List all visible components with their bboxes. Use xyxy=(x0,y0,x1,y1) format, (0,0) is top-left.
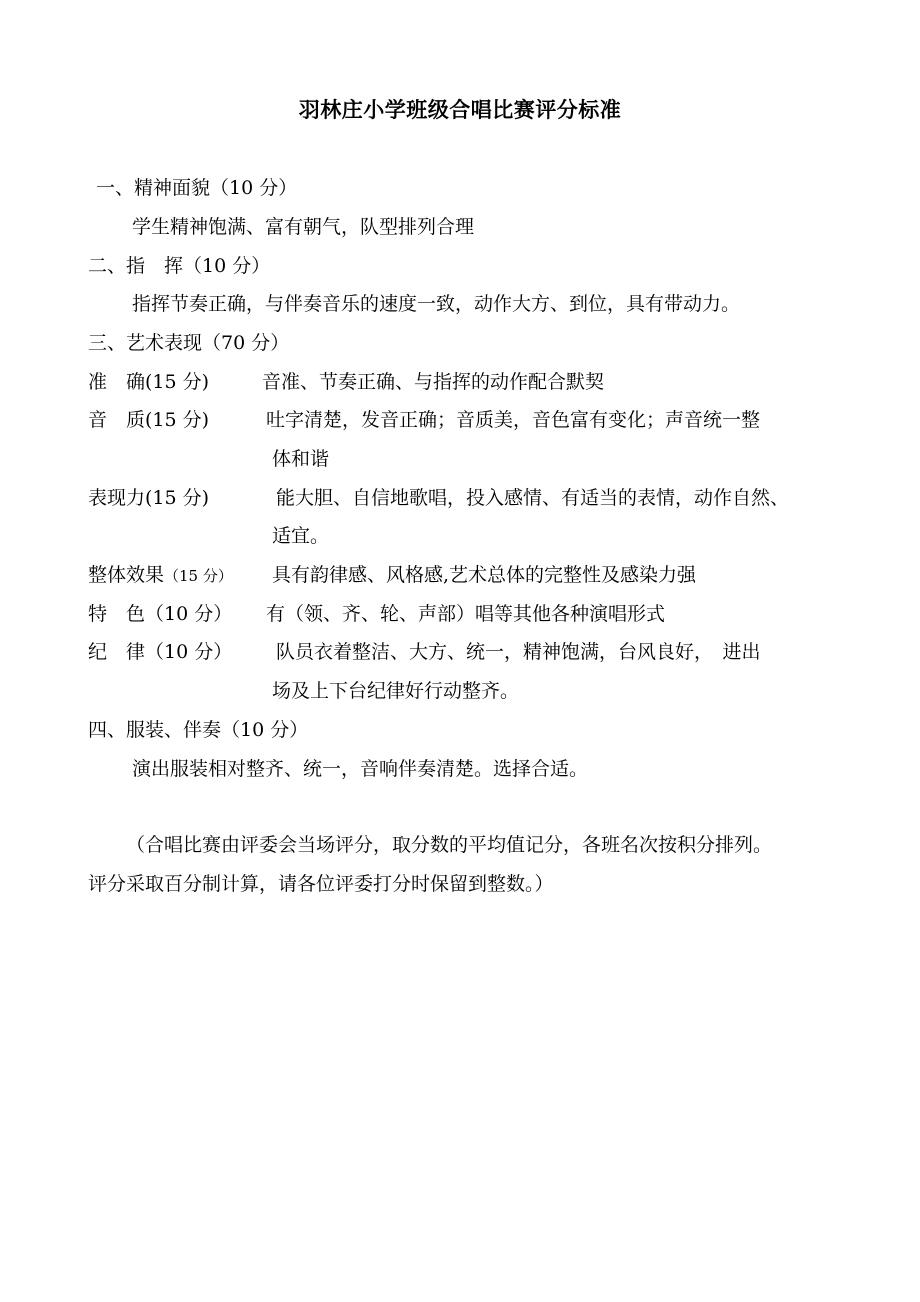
section-4-heading: 四、服装、伴奏（10 分） xyxy=(88,719,309,741)
section-1-heading: 一、精神面貌（10 分） xyxy=(96,177,298,199)
criterion-discipline-desc-line2: 场及上下台纪律好行动整齐。 xyxy=(272,680,520,702)
section-3-heading: 三、艺术表现（70 分） xyxy=(88,332,290,354)
criterion-discipline-desc-line1: 队员衣着整洁、大方、统一，精神饱满，台风良好， 进出 xyxy=(276,641,761,663)
criterion-expression-desc-line1: 能大胆、自信地歌唱，投入感情、有适当的表情，动作自然、 xyxy=(276,487,790,509)
criterion-expression-label: 表现力(15 分) xyxy=(88,487,210,509)
criterion-accuracy-label: 准 确(15 分) xyxy=(88,371,210,393)
criterion-discipline-label: 纪 律（10 分） xyxy=(88,641,233,663)
criterion-overall-desc: 具有韵律感、风格感,艺术总体的完整性及感染力强 xyxy=(272,564,697,586)
criterion-overall-label-main: 整体效果 xyxy=(88,564,165,586)
criterion-overall-label-points: （15 分） xyxy=(164,567,233,585)
criterion-overall-label xyxy=(88,563,233,588)
criterion-tone-desc-line2: 体和谐 xyxy=(272,448,330,470)
criterion-tone-label: 音 质(15 分) xyxy=(88,409,210,431)
criterion-accuracy-desc: 音准、节奏正确、与指挥的动作配合默契 xyxy=(262,371,605,393)
section-1-text: 学生精神饱满、富有朝气，队型排列合理 xyxy=(132,216,475,238)
criterion-expression-desc-line2: 适宜。 xyxy=(272,525,330,547)
section-4-text: 演出服装相对整齐、统一，音响伴奏清楚。选择合适。 xyxy=(132,758,589,780)
criterion-feature-desc: 有（领、齐、轮、声部）唱等其他各种演唱形式 xyxy=(266,603,666,625)
criterion-feature-label: 特 色（10 分） xyxy=(88,603,233,625)
criterion-tone-desc-line1: 吐字清楚，发音正确；音质美，音色富有变化；声音统一整 xyxy=(266,409,761,431)
note-line-2: 评分采取百分制计算，请各位评委打分时保留到整数。） xyxy=(88,873,554,895)
note-line-1: （合唱比赛由评委会当场评分，取分数的平均值记分，各班名次按积分排列。 xyxy=(126,834,773,856)
page-title: 羽林庄小学班级合唱比赛评分标准 xyxy=(298,98,622,122)
section-2-heading: 二、指 挥（10 分） xyxy=(88,255,271,277)
section-2-text: 指挥节奏正确，与伴奏音乐的速度一致，动作大方、到位，具有带动力。 xyxy=(132,293,741,315)
